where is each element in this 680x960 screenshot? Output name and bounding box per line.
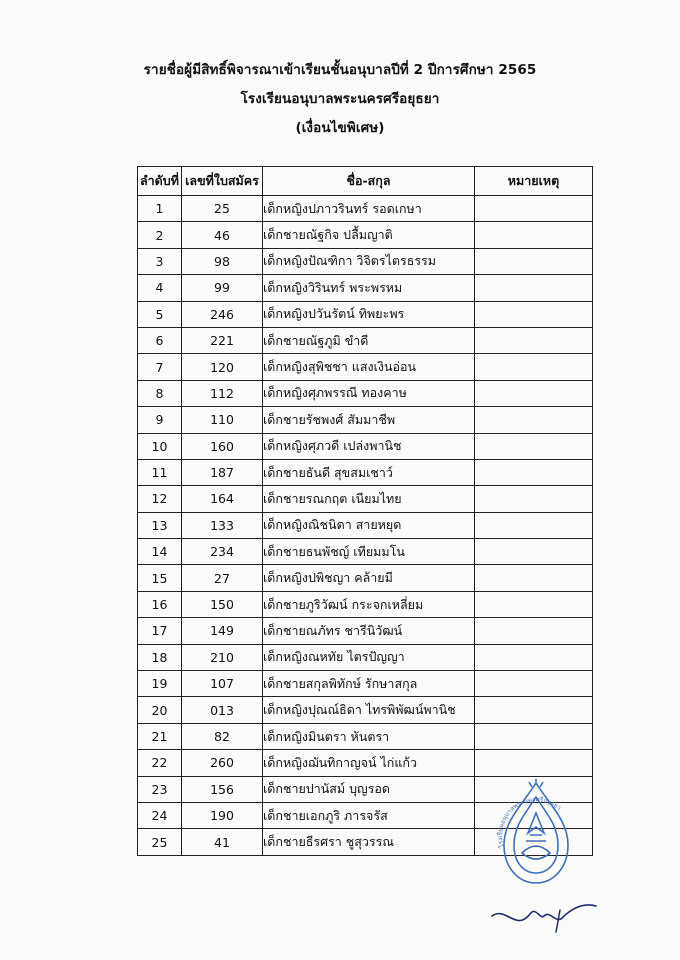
remark-cell (475, 671, 593, 697)
remark-cell (475, 697, 593, 723)
remark-cell (475, 275, 593, 301)
table-row (138, 591, 593, 617)
name-cell: เด็กชายธนพัชญ์ เทียมมโน (263, 539, 475, 565)
name-cell: เด็กชายเอกภูริ ภารจรัส (263, 802, 475, 828)
remark-cell (475, 380, 593, 406)
order-cell: 20 (138, 697, 182, 723)
table-row (138, 512, 593, 538)
table-row (138, 486, 593, 512)
school-name: โรงเรียนอนุบาลพระนครศรีอยุธยา (240, 91, 440, 107)
application-no-cell: 013 (182, 697, 263, 723)
order-cell: 22 (138, 750, 182, 776)
table-row (138, 539, 593, 565)
remark-cell (475, 750, 593, 776)
column-header-remark: หมายเหตุ (475, 167, 593, 196)
table-row (138, 222, 593, 248)
table-row (138, 407, 593, 433)
application-no-cell: 112 (182, 380, 263, 406)
remark-cell (475, 433, 593, 459)
order-cell: 24 (138, 802, 182, 828)
name-cell: เด็กหญิงวิรินทร์ พระพรหม (263, 275, 475, 301)
table-row (138, 433, 593, 459)
name-cell: เด็กชายรัชพงศ์ สัมมาชีพ (263, 407, 475, 433)
table-row (138, 723, 593, 749)
order-cell: 11 (138, 459, 182, 485)
application-no-cell: 41 (182, 829, 263, 855)
name-cell: เด็กหญิงปพิชญา คล้ายมี (263, 565, 475, 591)
application-no-cell: 221 (182, 327, 263, 353)
order-cell: 12 (138, 486, 182, 512)
application-no-cell: 246 (182, 301, 263, 327)
order-cell: 19 (138, 671, 182, 697)
name-cell: เด็กหญิงสุพิชชา แสงเงินอ่อน (263, 354, 475, 380)
remark-cell (475, 723, 593, 749)
order-cell: 4 (138, 275, 182, 301)
table-row (138, 196, 593, 222)
name-cell: เด็กชายณัฐกิจ ปลื้มญาติ (263, 222, 475, 248)
application-no-cell: 46 (182, 222, 263, 248)
signature-icon (486, 880, 616, 940)
application-no-cell: 107 (182, 671, 263, 697)
order-cell: 6 (138, 327, 182, 353)
application-no-cell: 133 (182, 512, 263, 538)
name-cell: เด็กชายณภัทร ชารีนิวัฒน์ (263, 618, 475, 644)
application-no-cell: 150 (182, 591, 263, 617)
order-cell: 7 (138, 354, 182, 380)
remark-cell (475, 565, 593, 591)
seal-text: โรงเรียนอนุบาลพระนครศรีอยุธยา (496, 796, 563, 849)
application-no-cell: 120 (182, 354, 263, 380)
order-cell: 15 (138, 565, 182, 591)
name-cell: เด็กหญิงศุภวดี เปล่งพานิช (263, 433, 475, 459)
name-cell: เด็กหญิงศุภพรรณี ทองคาษ (263, 380, 475, 406)
order-cell: 3 (138, 248, 182, 274)
application-no-cell: 164 (182, 486, 263, 512)
order-cell: 5 (138, 301, 182, 327)
name-cell: เด็กชายธันดี สุขสมเชาว์ (263, 459, 475, 485)
order-cell: 13 (138, 512, 182, 538)
remark-cell (475, 644, 593, 670)
name-cell: เด็กชายภูริวัฒน์ กระจกเหลี่ยม (263, 591, 475, 617)
application-no-cell: 210 (182, 644, 263, 670)
document-header (0, 56, 680, 143)
remark-cell (475, 327, 593, 353)
application-no-cell: 98 (182, 248, 263, 274)
order-cell: 10 (138, 433, 182, 459)
table-row (138, 248, 593, 274)
applicant-table (137, 166, 593, 856)
application-no-cell: 190 (182, 802, 263, 828)
name-cell: เด็กชายสกุลพิทักษ์ รักษาสกุล (263, 671, 475, 697)
remark-cell (475, 512, 593, 538)
name-cell: เด็กหญิงปัณฑิกา วิจิตรไตรธรรม (263, 248, 475, 274)
order-cell: 16 (138, 591, 182, 617)
application-no-cell: 156 (182, 776, 263, 802)
name-cell: เด็กหญิงฌันทิกาญจน์ ไก่แก้ว (263, 750, 475, 776)
table-row (138, 301, 593, 327)
table-row (138, 380, 593, 406)
remark-cell (475, 591, 593, 617)
application-no-cell: 25 (182, 196, 263, 222)
table-row (138, 671, 593, 697)
name-cell: เด็กชายธีรศรา ชูสุวรรณ (263, 829, 475, 855)
remark-cell (475, 407, 593, 433)
application-no-cell: 110 (182, 407, 263, 433)
table-row (138, 618, 593, 644)
table-row (138, 565, 593, 591)
name-cell: เด็กหญิงปวันรัตน์ ทิพยะพร (263, 301, 475, 327)
column-header-order: ลำดับที่ (138, 167, 182, 196)
remark-cell (475, 196, 593, 222)
order-cell: 9 (138, 407, 182, 433)
remark-cell (475, 222, 593, 248)
order-cell: 8 (138, 380, 182, 406)
remark-cell (475, 486, 593, 512)
remark-cell (475, 354, 593, 380)
remark-cell (475, 539, 593, 565)
application-no-cell: 149 (182, 618, 263, 644)
application-no-cell: 187 (182, 459, 263, 485)
application-no-cell: 234 (182, 539, 263, 565)
column-header-application-no: เลขที่ใบสมัคร (182, 167, 263, 196)
application-no-cell: 27 (182, 565, 263, 591)
table-header-row (138, 167, 593, 196)
table-row (138, 275, 593, 301)
table-row (138, 697, 593, 723)
name-cell: เด็กหญิงมินตรา หันตรา (263, 723, 475, 749)
remark-cell (475, 301, 593, 327)
remark-cell (475, 459, 593, 485)
order-cell: 14 (138, 539, 182, 565)
name-cell: เด็กหญิงปุณณ์ธิดา ไทรพิพัฒน์พานิช (263, 697, 475, 723)
application-no-cell: 160 (182, 433, 263, 459)
name-cell: เด็กชายปานัสม์ บุญรอด (263, 776, 475, 802)
table-body (138, 196, 593, 856)
table-row (138, 354, 593, 380)
name-cell: เด็กหญิงปภาวรินทร์ รอดเกษา (263, 196, 475, 222)
school-seal-icon (486, 775, 586, 893)
order-cell: 18 (138, 644, 182, 670)
order-cell: 2 (138, 222, 182, 248)
order-cell: 23 (138, 776, 182, 802)
remark-cell (475, 618, 593, 644)
application-no-cell: 99 (182, 275, 263, 301)
column-header-name: ชื่อ-สกุล (263, 167, 475, 196)
order-cell: 17 (138, 618, 182, 644)
order-cell: 25 (138, 829, 182, 855)
name-cell: เด็กชายณัฐภูมิ ขำดี (263, 327, 475, 353)
table-row (138, 459, 593, 485)
document-title: รายชื่อผู้มีสิทธิ์พิจารณาเข้าเรียนชั้นอนุบาลปีที่ 2 ปีการศึกษา 2565 (143, 62, 537, 78)
order-cell: 1 (138, 196, 182, 222)
name-cell: เด็กชายรณกฤต เนียมไทย (263, 486, 475, 512)
name-cell: เด็กหญิงณิชนิดา สายหยุด (263, 512, 475, 538)
application-no-cell: 82 (182, 723, 263, 749)
order-cell: 21 (138, 723, 182, 749)
table-row (138, 327, 593, 353)
table-row (138, 644, 593, 670)
remark-cell (475, 248, 593, 274)
name-cell: เด็กหญิงณหทัย ไตรปัญญา (263, 644, 475, 670)
application-no-cell: 260 (182, 750, 263, 776)
table-row (138, 750, 593, 776)
condition-note: (เงื่อนไขพิเศษ) (295, 120, 385, 136)
